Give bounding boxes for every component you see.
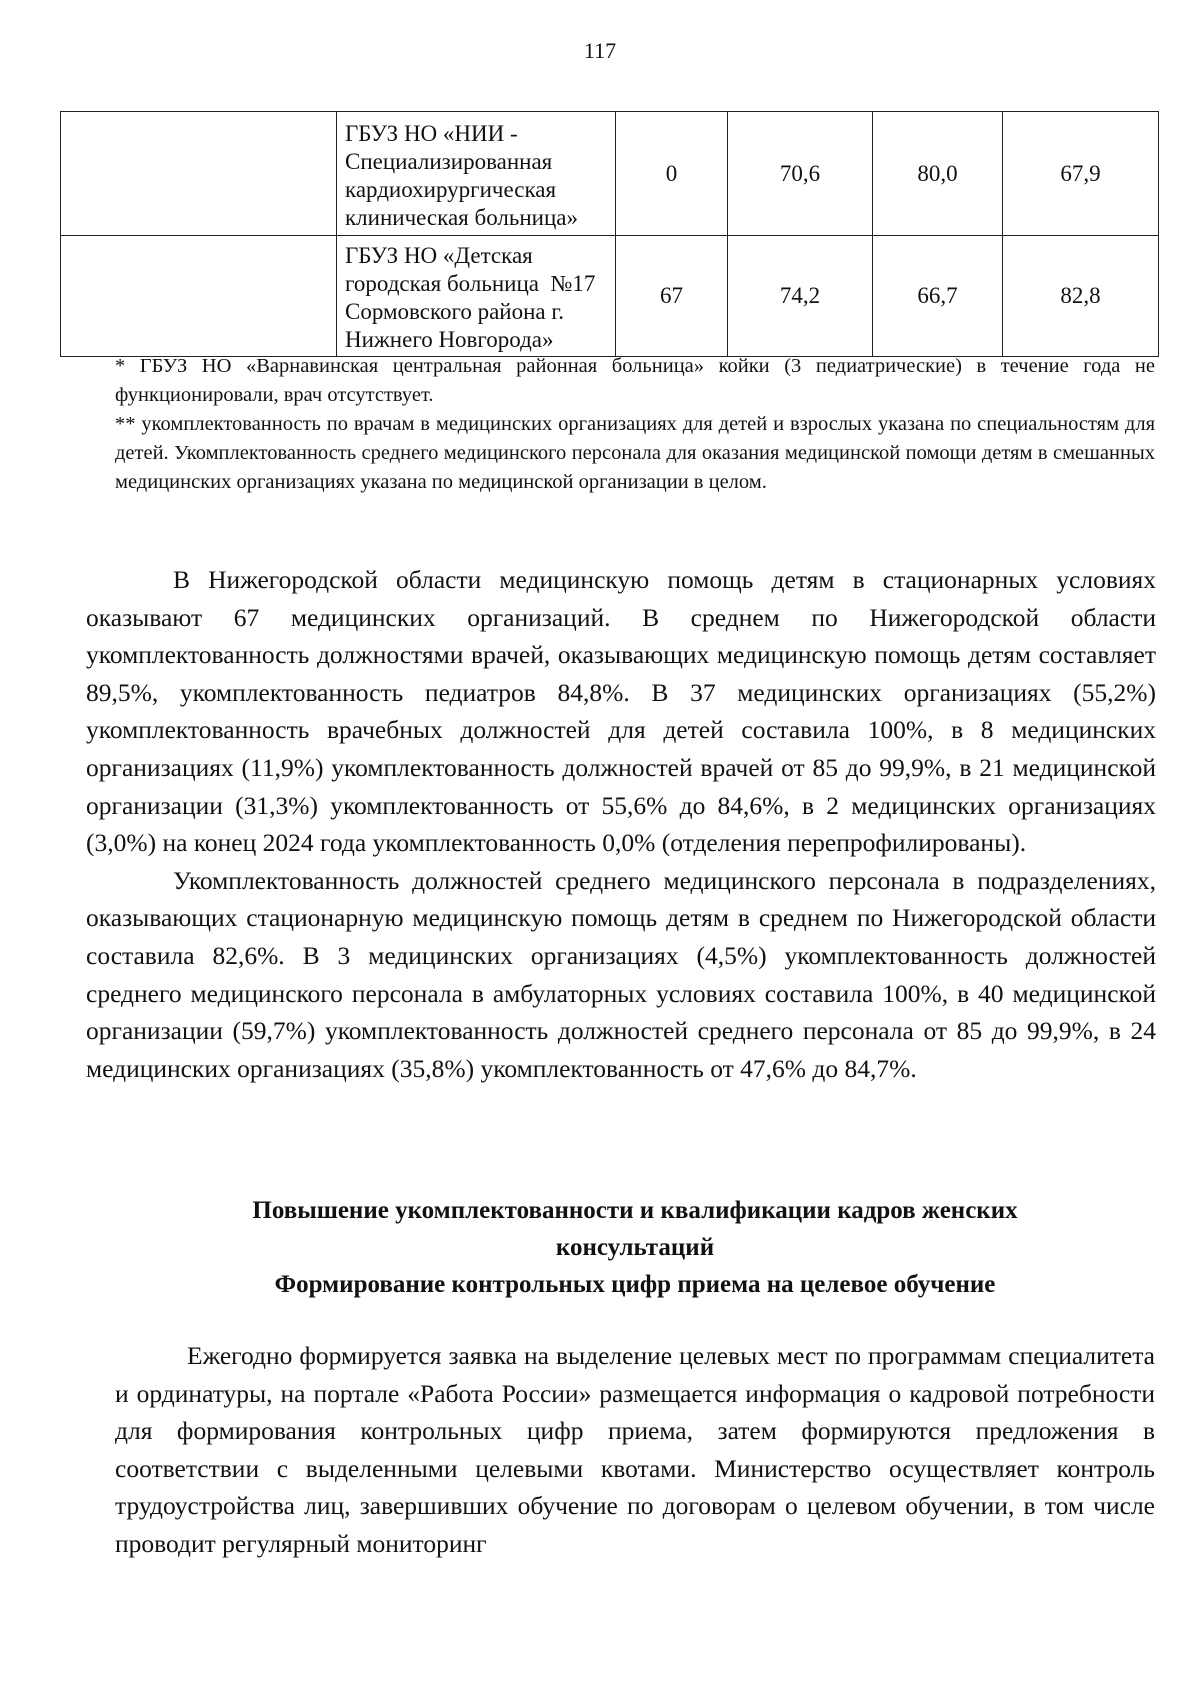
footnotes — [115, 352, 1155, 497]
closing-text — [115, 1337, 1155, 1562]
paragraph: Ежегодно формируется заявка на выделение целевых мест по программам специалитета и ординатуры, на портале «Работа России» размещается информация о кадровой потребности для формирования контрольных цифр приема, затем формируются предложения в соответствии с выделенными целевыми квотами. Министерство осуществляет контроль трудоустройства лиц, завершивших обучение по договорам о целевом обучении, в том числе проводит регулярный мониторинг — [115, 1341, 1155, 1558]
table-row — [61, 112, 1159, 236]
org-name-line: ГБУЗ НО «Детская — [345, 243, 533, 268]
org-name-cell — [337, 112, 616, 236]
org-name-cell — [337, 236, 616, 357]
value-cell: 0 — [616, 112, 728, 236]
body-text — [86, 561, 1156, 1087]
value-cell: 82,8 — [1003, 236, 1159, 357]
empty-cell — [61, 236, 337, 357]
page-number: 117 — [583, 38, 617, 63]
org-name-line: кардиохирургическая — [345, 176, 557, 202]
staffing-table — [60, 111, 1159, 357]
org-name-line: клиническая больница» — [345, 204, 578, 230]
value-cell: 67 — [616, 236, 728, 357]
paragraph: В Нижегородской области медицинскую помощь детям в стационарных условиях оказывают 67 медицинских организаций. В среднем по Нижегородской области укомплектованность должностями врачей, оказывающих медицинскую помощь детям составляет 89,5%, укомплектованность педиатров 84,8%. В 37 медицинских организациях (55,2%) укомплектованность врачебных должностей для детей составила 100%, в 8 медицинских организациях (11,9%) укомплектованность должностей врачей от 85 до 99,9%, в 21 медицинской организации (31,3%) укомплектованность от 55,6% до 84,6%, в 2 медицинских организациях (3,0%) на конец 2024 года укомплектованность 0,0% (отделения перепрофилированы). — [86, 565, 1156, 858]
org-name-line: городская больница №17 — [345, 271, 596, 296]
value-cell: 66,7 — [873, 236, 1003, 357]
heading-line: консультаций — [555, 1234, 715, 1261]
org-name-line: ГБУЗ НО «НИИ - — [345, 120, 518, 146]
heading-line: Повышение укомплектованности и квалификации кадров женских — [252, 1197, 1018, 1224]
footnote: * ГБУЗ НО «Варнавинская центральная районная больница» койки (3 педиатрические) в течение года не функционировали, врач отсутствует. — [115, 355, 1155, 406]
paragraph: Укомплектованность должностей среднего медицинского персонала в подразделениях, оказывающих стационарную медицинскую помощь детям в среднем по Нижегородской области составила 82,6%. В 3 медицинских организациях (4,5%) укомплектованность должностей среднего медицинского персонала в амбулаторных условиях составила 100%, в 40 медицинской организации (59,7%) укомплектованность должностей среднего персонала от 85 до 99,9%, в 24 медицинских организациях (35,8%) укомплектованность от 47,6% до 84,7%. — [86, 865, 1156, 1083]
org-name-line: Сормовского района г. — [345, 299, 564, 324]
value-cell: 67,9 — [1003, 112, 1159, 236]
table-row — [61, 236, 1159, 357]
value-cell: 74,2 — [728, 236, 873, 357]
empty-cell — [61, 112, 337, 236]
footnote: ** укомплектованность по врачам в медицинских организациях для детей и взрослых указана по специальностям для детей. Укомплектованность среднего медицинского персонала для оказания медицинской помощи детям в смешанных медицинских организациях указана по медицинской организации в целом. — [115, 413, 1155, 493]
heading-line: Формирование контрольных цифр приема на целевое обучение — [274, 1271, 996, 1298]
value-cell: 70,6 — [728, 112, 873, 236]
section-heading — [115, 1192, 1155, 1303]
org-name-line: Специализированная — [345, 148, 553, 174]
org-name-line: Нижнего Новгорода» — [345, 327, 554, 352]
value-cell: 80,0 — [873, 112, 1003, 236]
